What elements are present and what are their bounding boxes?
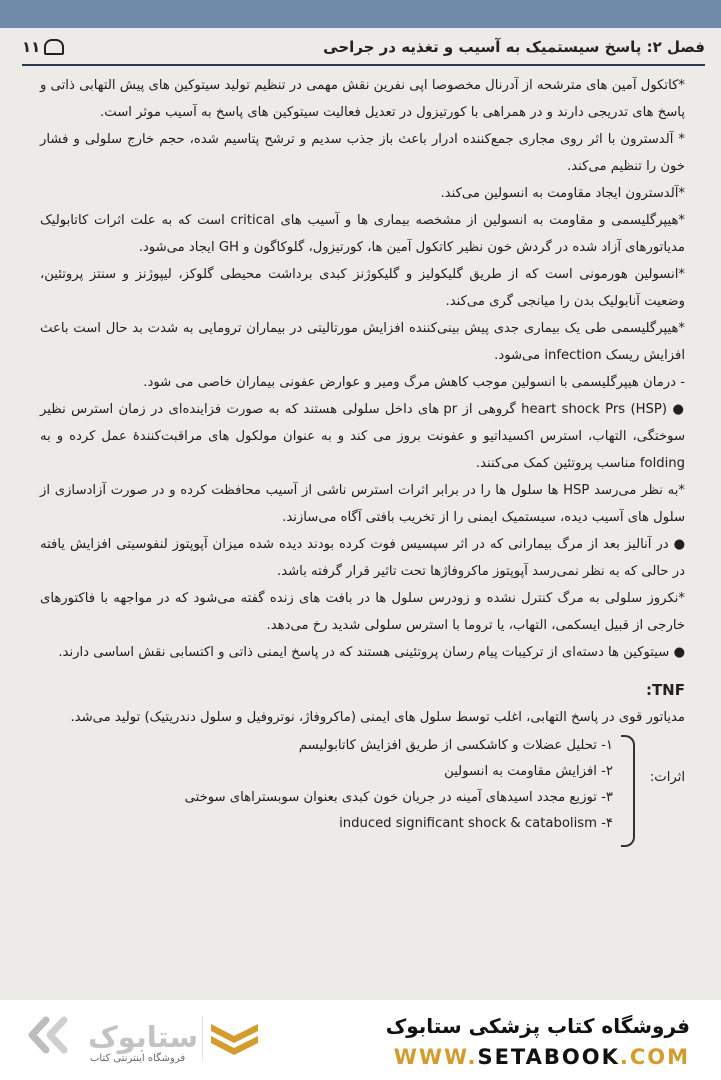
- paragraph: ● (HSP) heart shock Prs گروهی از pr های داخل سلولی هستند که به صورت فزاینده‌ای در زمان استرس نظیر سوختگی، التهاب، استرس اکسیداتیو و عفونت بروز می کند و به عنوان مولکول های مراقبت‌کنندهٔ عمل کرده و به folding مناسب پروتئین کمک می‌کنند.: [40, 402, 685, 471]
- paragraph: *به نظر می‌رسد HSP ها سلول ها را در برابر اثرات استرس ناشی از آسیب محافظت کرده و در صورت آزادسازی از سلول های آسیب دیده، سیستمیک ایمنی را از تخریب بافتی آگاه می‌سازند.: [40, 483, 685, 525]
- effect-item: ۲- افزایش مقاومت به انسولین: [444, 764, 613, 779]
- effect-item: ۳- توزیع مجدد اسیدهای آمینه در جریان خون کبدی بعنوان سوبستراهای سوختی: [184, 790, 613, 805]
- scan-top-strip: [0, 0, 721, 28]
- url-prefix: WWW.: [393, 1045, 478, 1069]
- paragraph: - درمان هیپرگلیسمی با انسولین موجب کاهش مرگ ومیر و عوارض عفونی بیماران خاصی می شود.: [143, 375, 685, 390]
- book-stack-icon: [207, 1016, 262, 1061]
- paragraph: *انسولین هورمونی است که از طریق گلیکولیز و گلیکوژنز کبدی برداشت محیطی گلوکز، لیپوژنز و سنتز پروتئین، وضعیت آنابولیک بدن را میانجی گری می‌کند.: [40, 267, 685, 309]
- paragraph: ● سیتوکین ها دسته‌ای از ترکیبات پیام رسان پروتئینی هستند که در پاسخ ایمنی ذاتی و اکتسابی نقش اساسی دارند.: [58, 645, 685, 660]
- logo-subtitle: فروشگاه اینترنتی کتاب: [90, 1053, 186, 1064]
- effects-list: [185, 733, 613, 837]
- shop-url[interactable]: [330, 1045, 690, 1069]
- tnf-heading: TNF:: [645, 681, 685, 699]
- paragraph: ● در آنالیز بعد از مرگ بیمارانی که در اثر سپسیس فوت کرده بودند دیده شده میزان آپوپتوز لنفوسیتی افزایش یافته در حالی که به نظر نمی‌رسد آپوپتوز ماکروفاژها تحت تاثیر قرار گرفته باشد.: [40, 537, 685, 579]
- paragraph: *هیپرگلیسمی طی یک بیماری جدی پیش بینی‌کننده افزایش مورتالیتی در بیماران ترومایی به شدت بد حال است باعث افزایش ریسک infection می‌شود.: [40, 321, 685, 363]
- paragraph: *کاتکول آمین های مترشحه از آدرنال مخصوصا اپی نفرین نقش مهمی در تنظیم تولید سیتوکین های پیش التهابی ذاتی و پاسخ های تدریجی دارند و در همراهی با کورتیزول در تعدیل فعالیت سیتوکین های پاسخ به آسیب موثر است.: [40, 78, 685, 120]
- url-suffix: .COM: [619, 1045, 690, 1069]
- tnf-effects: [40, 733, 685, 847]
- tnf-description: مدیاتور قوی در پاسخ التهابی، اغلب توسط سلول های ایمنی (ماکروفاژ، نوتروفیل و سلول دندریتیک) تولید می‌شد.: [70, 710, 685, 725]
- effects-label: اثرات:: [649, 770, 685, 785]
- brace-icon: [621, 735, 635, 847]
- chevron-logo-icon: [26, 1016, 76, 1054]
- paragraph: *نکروز سلولی به مرگ کنترل نشده و زودرس سلول ها در بافت های زنده گفته می‌شود که در مواجهه با فاکتورهای خارجی از قبیل ایسکمی، التهاب، یا تروما با استرس سلولی شدید رخ می‌دهد.: [40, 591, 685, 633]
- shop-name: فروشگاه کتاب پزشکی ستابوک: [385, 1014, 690, 1038]
- page-number: ۱۱: [22, 38, 41, 56]
- footer-divider: [202, 1016, 203, 1061]
- setabook-logo: [26, 1016, 206, 1066]
- page-header: [22, 30, 705, 66]
- paragraph: *هیپرگلیسمی و مقاومت به انسولین از مشخصه بیماری ها و آسیب های critical است که به علت اثرات کاتابولیک مدیاتورهای آزاد شده در گردش خون نظیر کاتکول آمین ها، کورتیزول، گلوکاگون و GH ایجاد می‌شود.: [40, 213, 685, 255]
- effect-item: ۱- تحلیل عضلات و کاشکسی از طریق افزایش کاتابولیسم: [298, 738, 613, 753]
- paragraph: * آلدسترون با اثر روی مجاری جمع‌کننده ادرار باعث باز جذب سدیم و ترشح پتاسیم شده، حجم خارج سلولی و فشار خون را تنظیم می‌کند.: [40, 132, 685, 174]
- paragraph: *آلدسترون ایجاد مقاومت به انسولین می‌کند.: [440, 186, 685, 201]
- publisher-footer: [0, 1000, 721, 1080]
- chapter-title: فصل ۲: پاسخ سیستمیک به آسیب و تغذیه در جراحی: [323, 38, 705, 56]
- url-brand: SETABOOK: [477, 1045, 620, 1069]
- effect-item: ۴- induced significant shock & catabolism: [339, 816, 613, 831]
- page-number-group: [22, 38, 64, 56]
- logo-text: ستابوک: [88, 1020, 199, 1054]
- book-logo-icon: [44, 39, 64, 55]
- page-content: [40, 72, 685, 847]
